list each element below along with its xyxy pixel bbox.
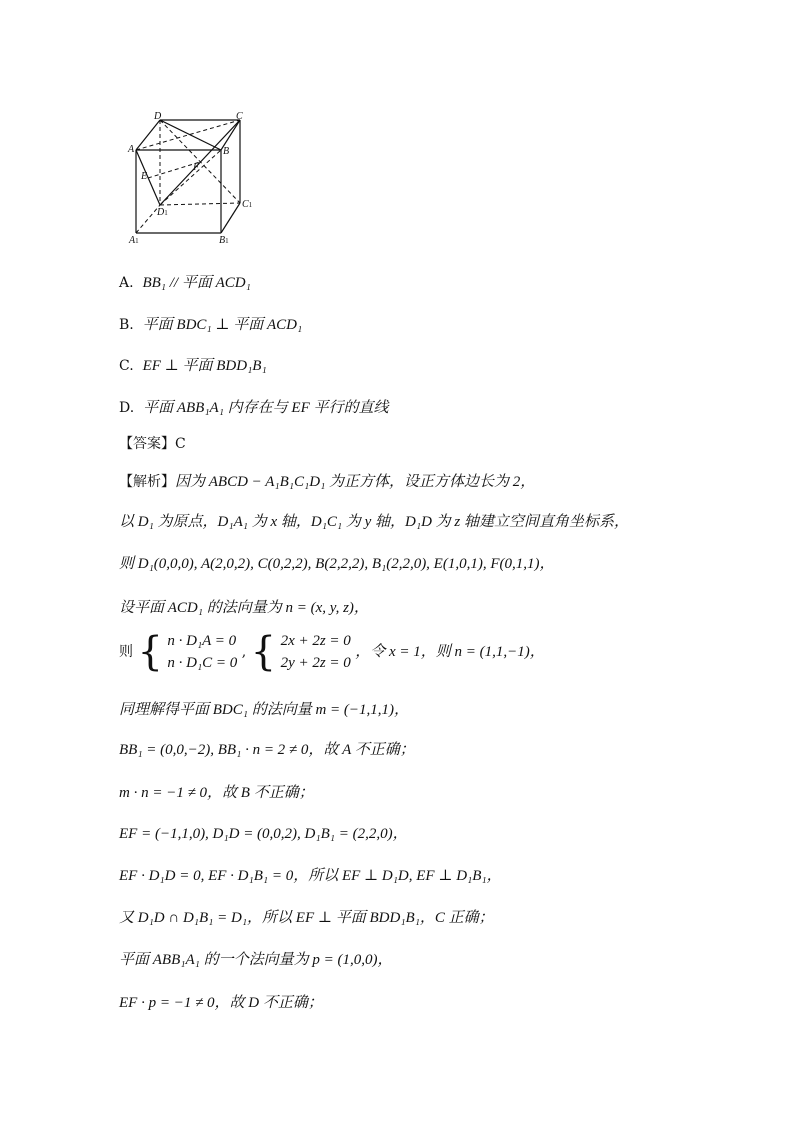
vertex-B1-sub: 1 [225,237,229,245]
analysis-line-4 [119,598,369,618]
cube-figure [120,108,270,248]
system-1-row-1: n · D₁A = 0 [167,633,237,649]
hidden-D1B [160,150,221,205]
option-d-text: 平面 ABB₁A₁ 内存在与 EF 平行的直线 [143,400,389,416]
analysis-text-8: m · n = −1 ≠ 0，故 B 不正确； [119,785,314,801]
system-1-row-2: n · D₁C = 0 [167,655,238,671]
analysis-line-1 [119,472,535,492]
hidden-D1C1 [160,203,240,205]
analysis-text-9: EF = (−1,1,0), D₁D = (0,0,2), D₁B₁ = (2,2,0)， [119,826,408,842]
option-b [119,315,302,335]
analysis-text-10: EF · D₁D = 0, EF · D₁B₁ = 0，所以 EF ⊥ D₁D, EF ⊥ D₁B₁， [119,868,502,884]
option-d-label: D. [119,400,135,416]
option-b-label: B. [119,317,134,333]
analysis-text-1: 因为 ABCD − A₁B₁C₁D₁ 为正方体，设正方体边长为 2， [175,474,536,490]
vertex-B1: B [219,235,226,246]
diag-DB [160,120,221,150]
system-2-row-2: 2y + 2z = 0 [280,655,351,671]
analysis-line-7 [119,740,415,760]
answer-value: C [175,436,186,452]
option-b-text: 平面 BDC₁ ⊥ 平面 ACD₁ [142,317,303,333]
vertex-C1-sub: 1 [248,201,253,209]
system-1 [167,630,237,674]
analysis-text-5a: 则 [119,644,133,660]
svg-text:D1 [156,207,168,218]
system-2-row-1: 2x + 2z = 0 [280,633,351,649]
svg-text:D [153,111,162,122]
edge-AD [136,120,160,150]
analysis-text-6: 同理解得平面 BDC₁ 的法向量 m = (−1,1,1)， [119,702,410,718]
analysis-line-9 [119,824,408,844]
edge-B1C1 [221,203,240,233]
vertex-D: D [154,111,162,122]
answer-line [119,434,186,454]
vertex-D1-sub: 1 [164,209,168,217]
vertex-C1: C [242,199,249,210]
analysis-line-13 [119,993,323,1013]
svg-text:F [192,162,200,173]
system-2 [281,630,351,674]
svg-text:A [127,144,135,155]
vertex-A: A [128,144,135,155]
point-F: F [193,162,200,173]
analysis-line-6 [119,700,409,720]
analysis-line-12 [119,950,392,970]
analysis-text-13: EF · p = −1 ≠ 0，故 D 不正确； [119,995,323,1011]
option-a-label: A. [119,275,134,291]
analysis-text-11: 又 D₁D ∩ D₁B₁ = D₁，所以 EF ⊥ 平面 BDD₁B₁，C 正确； [119,910,494,926]
vertex-B: B [223,146,230,157]
analysis-text-4: 设平面 ACD₁ 的法向量为 n = (x, y, z)， [119,600,369,616]
analysis-text-5d: ，令 x = 1，则 n = (1,1,−1)， [355,644,545,660]
analysis-line-5: 则 { n · D₁A = 0 n · D₁C = 0 , { 2x + 2z = 0 2y + 2z = 0 ，令 x = 1，则 n = (1,1,−1)， [119,629,545,675]
option-c [119,356,267,376]
vertex-C: C [236,111,243,122]
svg-text:B1 [219,235,229,246]
option-c-label: C. [119,358,134,374]
cube-diagram [120,108,270,248]
answer-tag: 【答案】 [119,436,175,452]
vertex-D1: D [157,207,165,218]
point-E: E [141,171,148,182]
svg-text:B [223,146,229,157]
svg-text:C [236,111,243,122]
vertex-A1: A [129,235,136,246]
option-a [119,273,251,293]
left-brace: { [137,629,163,675]
option-d [119,398,389,418]
option-a-text: BB₁ // 平面 ACD₁ [142,275,251,291]
analysis-line-2 [119,512,629,532]
analysis-line-3 [119,554,555,574]
analysis-line-8 [119,783,314,803]
analysis-line-11 [119,908,494,928]
vertex-A1-sub: 1 [135,237,139,245]
svg-text:E [140,171,147,182]
analysis-text-7: BB₁ = (0,0,−2), BB₁ · n = 2 ≠ 0，故 A 不正确； [119,742,415,758]
svg-text:A1 [128,235,139,246]
analysis-tag: 【解析】 [119,474,175,490]
option-c-text: EF ⊥ 平面 BDD₁B₁ [142,358,267,374]
svg-text:C1 [242,199,253,210]
analysis-text-3: 则 D₁(0,0,0), A(2,0,2), C(0,2,2), B(2,2,2), B₁(2,2,0), E(1,0,1), F(0,1,1)， [119,556,555,572]
left-brace-2: { [250,629,277,675]
analysis-text-12: 平面 ABB₁A₁ 的一个法向量为 p = (1,0,0)， [119,952,393,968]
analysis-text-2: 以 D₁ 为原点，D₁A₁ 为 x 轴，D₁C₁ 为 y 轴，D₁D 为 z 轴建立空间直角坐标系， [119,514,630,530]
analysis-line-10 [119,866,502,886]
